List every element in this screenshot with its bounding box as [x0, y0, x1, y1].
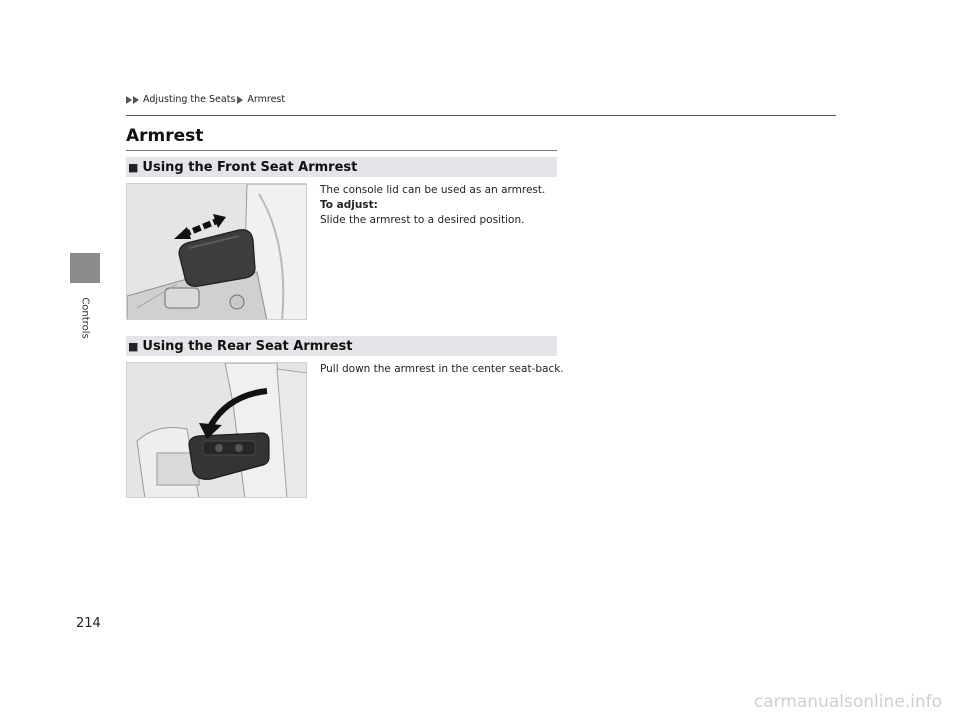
chapter-side-label: Controls	[79, 297, 91, 339]
rear-armrest-illustration	[126, 362, 307, 498]
page-number: 214	[76, 616, 101, 631]
front-armrest-text	[320, 183, 545, 228]
front-armrest-line: Slide the armrest to a desired position.	[320, 214, 525, 226]
front-armrest-line: The console lid can be used as an armrest.	[320, 184, 546, 196]
front-armrest-illustration	[126, 183, 307, 320]
page-title: Armrest	[126, 126, 204, 146]
front-console-drawing	[127, 184, 307, 320]
front-armrest-line: To adjust:	[320, 199, 378, 211]
rear-armrest-text	[320, 362, 564, 377]
front-armrest-heading: Using the Front Seat Armrest	[142, 159, 358, 175]
rear-armrest-line: Pull down the armrest in the center seat-back.	[320, 363, 564, 375]
breadcrumb-arrow-icon	[133, 96, 139, 104]
header-divider	[126, 115, 836, 116]
breadcrumb-arrow-icon	[126, 96, 132, 104]
title-divider	[126, 150, 557, 151]
breadcrumb-arrow-icon	[237, 96, 243, 104]
rear-seat-drawing	[127, 363, 307, 498]
breadcrumb-item[interactable]: Adjusting the Seats	[143, 94, 236, 105]
chapter-tab-marker	[70, 253, 100, 283]
square-bullet-icon: ■	[128, 339, 139, 353]
square-bullet-icon: ■	[128, 160, 139, 174]
breadcrumb-item[interactable]: Armrest	[247, 94, 286, 105]
rear-armrest-heading-bar	[126, 336, 557, 356]
breadcrumb	[126, 94, 285, 105]
rear-armrest-heading: Using the Rear Seat Armrest	[142, 338, 353, 354]
watermark[interactable]: carmanualsonline.info	[753, 692, 942, 712]
front-armrest-heading-bar	[126, 157, 557, 177]
